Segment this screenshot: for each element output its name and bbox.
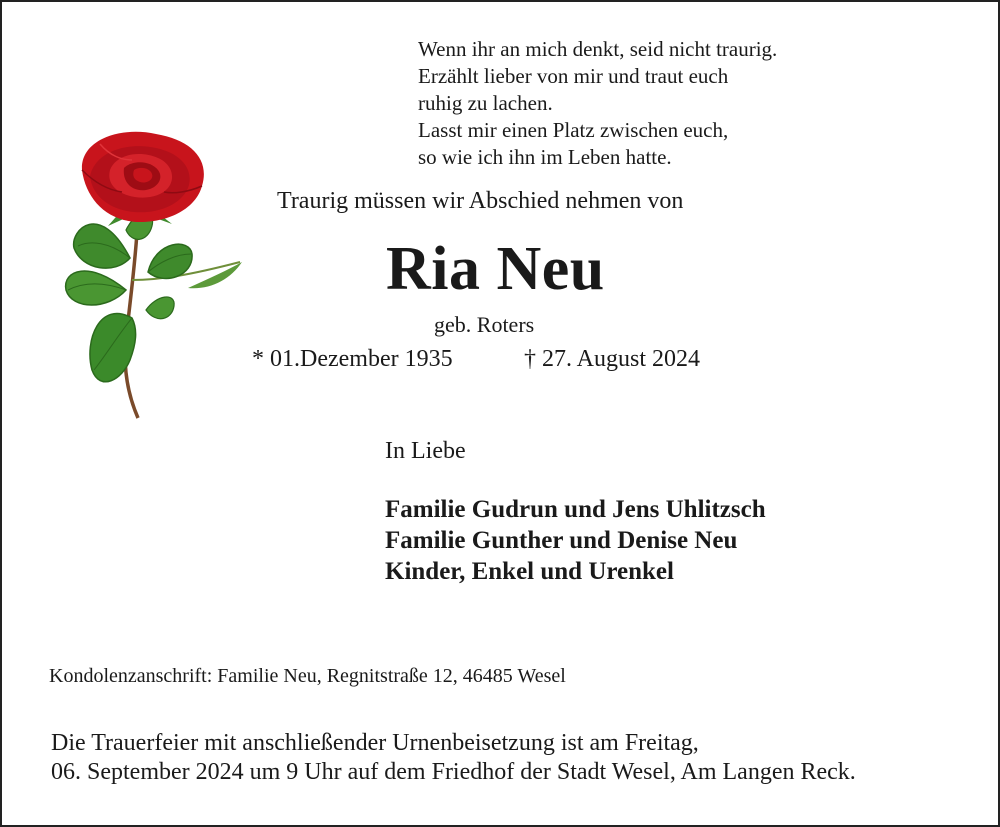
red-rose-icon <box>60 130 250 420</box>
poem-line: Wenn ihr an mich denkt, seid nicht traurig. <box>418 37 778 61</box>
mourner-line: Familie Gudrun und Jens Uhlitzsch <box>385 496 766 523</box>
ceremony-line: Die Trauerfeier mit anschließender Urnenbeisetzung ist am Freitag, <box>51 730 699 756</box>
poem-line: Lasst mir einen Platz zwischen euch, <box>418 118 729 142</box>
birth-date: * 01.Dezember 1935 <box>252 346 453 372</box>
condolence-address: Kondolenzanschrift: Familie Neu, Regnitstraße 12, 46485 Wesel <box>49 665 566 687</box>
poem <box>418 36 777 171</box>
intro-text: Traurig müssen wir Abschied nehmen von <box>277 188 684 214</box>
mourner-line: Familie Gunther und Denise Neu <box>385 527 738 554</box>
birth-name: geb. Roters <box>434 312 535 337</box>
mourners-list <box>385 494 766 587</box>
poem-line: ruhig zu lachen. <box>418 91 553 115</box>
death-date: † 27. August 2024 <box>524 346 701 372</box>
deceased-name: Ria Neu <box>386 235 605 303</box>
closing-text: In Liebe <box>385 438 466 464</box>
poem-line: Erzählt lieber von mir und traut euch <box>418 64 729 88</box>
ceremony-info <box>51 729 856 787</box>
poem-line: so wie ich ihn im Leben hatte. <box>418 145 672 169</box>
ceremony-line: 06. September 2024 um 9 Uhr auf dem Friedhof der Stadt Wesel, Am Langen Reck. <box>51 759 856 785</box>
mourner-line: Kinder, Enkel und Urenkel <box>385 558 674 585</box>
